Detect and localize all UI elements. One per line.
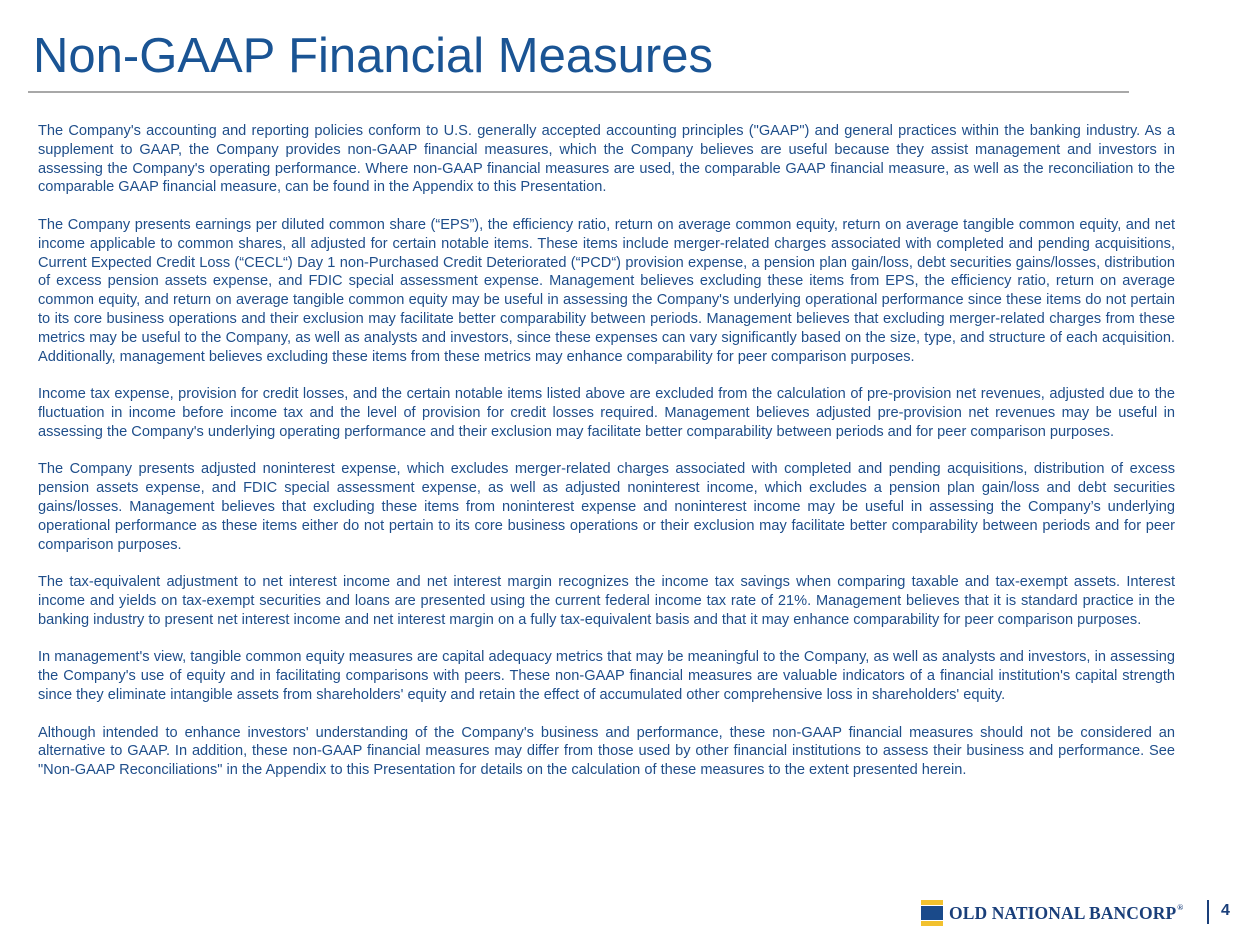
page-title: Non-GAAP Financial Measures <box>33 29 713 83</box>
paragraph-tax-equivalent: The tax-equivalent adjustment to net interest income and net interest margin recognizes the income tax savings when comparing taxable and tax-exempt assets. Interest income and yields on tax-exempt securities and loans are presented using the current federal income tax rate of 21%. Management believes that it is standard practice in the banking industry to present net interest income and net interest margin on a fully tax-equivalent basis and that it may enhance comparability for peer comparison purposes. <box>38 574 1175 628</box>
paragraph-eps-adjustments: The Company presents earnings per diluted common share (“EPS”), the efficiency ratio, return on average common equity, return on average tangible common equity, and net income applicable to common shares, all adjusted for certain notable items. These items include merger-related charges associated with completed and pending acquisitions, Current Expected Credit Loss (“CECL“) Day 1 non-Purchased Credit Deteriorated (“PCD“) provision expense, a pension plan gain/loss, debt securities gains/losses, distribution of excess pension assets expense, and FDIC special assessment expense. Management believes excluding these items from EPS, the efficiency ratio, return on average common equity, and return on average tangible common equity may be useful in assessing the Company's underlying operational performance since these items do not pertain to its core business operations and their exclusion may facilitate better comparability between periods. Management believes that excluding merger-related charges from these metrics may be useful to the Company, as well as analysts and investors, since these expenses can vary significantly based on the size, type, and structure of each acquisition. Additionally, management believes excluding these items from these metrics may enhance comparability for peer comparison purposes. <box>38 216 1175 365</box>
paragraph-pre-provision-net-revenues: Income tax expense, provision for credit losses, and the certain notable items listed above are excluded from the calculation of pre-provision net revenues, adjusted due to the fluctuation in income before income tax and the level of provision for credit losses required. Management believes adjusted pre-provision net revenues may be useful in assessing the Company's underlying operating performance and their exclusion may facilitate better comparability between periods and for peer comparison purposes. <box>38 386 1175 440</box>
old-national-bancorp-logo-icon <box>921 900 943 926</box>
title-divider <box>28 91 1129 93</box>
company-logo <box>921 899 1183 927</box>
logo-text: OLD NATIONAL BANCORP® <box>949 902 1184 923</box>
paragraph-adjusted-noninterest: The Company presents adjusted noninterest expense, which excludes merger-related charges associated with completed and pending acquisitions, distribution of excess pension assets expense, and FDIC special assessment expense, as well as adjusted noninterest income, which excludes a pension plan gain/loss and debt securities gains/losses. Management believes that excluding these items from noninterest expense and noninterest income may be useful in assessing the Company’s underlying operational performance as these items either do not pertain to its core business operations or their exclusion may facilitate better comparability between periods and for peer comparison purposes. <box>38 461 1175 553</box>
body-text <box>38 122 1175 799</box>
paragraph-disclaimer: Although intended to enhance investors' understanding of the Company's business and performance, these non-GAAP financial measures should not be considered an alternative to GAAP. In addition, these non-GAAP financial measures may differ from those used by other financial institutions to assess their business and performance. See "Non-GAAP Reconciliations" in the Appendix to this Presentation for details on the calculation of these measures to the extent presented herein. <box>38 724 1175 779</box>
registered-mark: ® <box>1177 902 1184 912</box>
footer-divider <box>1207 900 1209 924</box>
paragraph-gaap-overview: The Company's accounting and reporting policies conform to U.S. generally accepted accounting principles ("GAAP") and general practices within the banking industry. As a supplement to GAAP, the Company provides non-GAAP financial measures, which the Company believes are useful because they assist management and investors in assessing the Company's operating performance. Where non-GAAP financial measures are used, the comparable GAAP financial measure, as well as the reconciliation to the comparable GAAP financial measure, can be found in the Appendix to this Presentation. <box>38 123 1175 196</box>
paragraph-tangible-common-equity: In management's view, tangible common equity measures are capital adequacy metrics that may be meaningful to the Company, as well as analysts and investors, in assessing the Company's use of equity and in facilitating comparisons with peers. These non-GAAP financial measures are valuable indicators of a financial institution's capital strength since they eliminate intangible assets from shareholders' equity and retain the effect of accumulated other comprehensive loss in shareholders' equity. <box>38 649 1175 703</box>
page-number: 4 <box>1221 902 1230 919</box>
